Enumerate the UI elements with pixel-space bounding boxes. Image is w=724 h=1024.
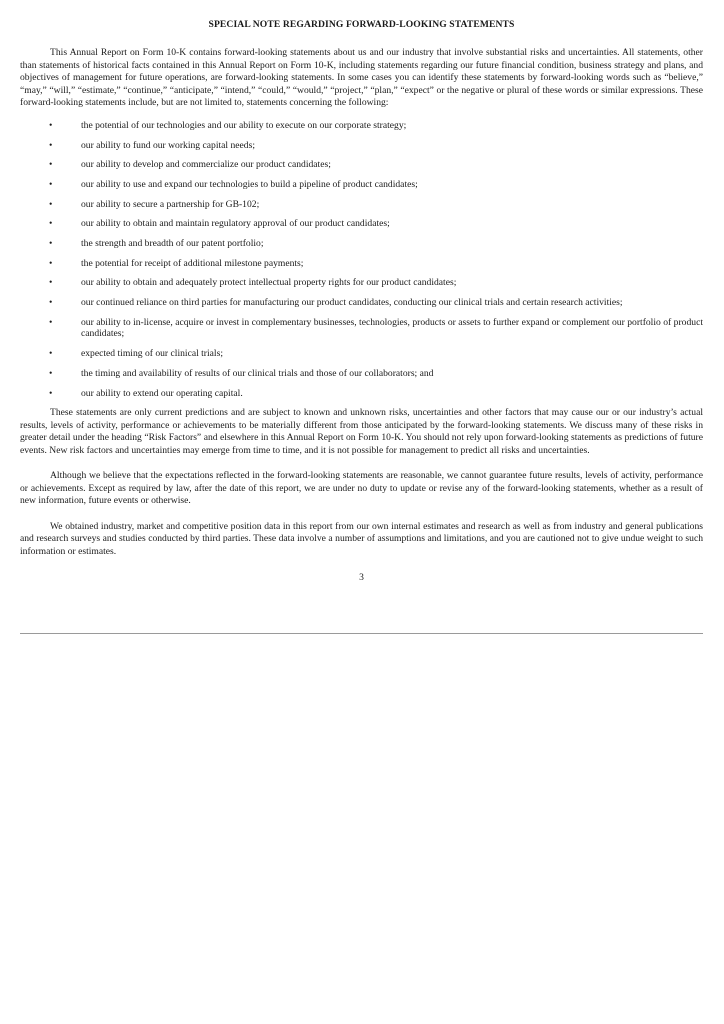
list-item-text: the potential of our technologies and our ability to execute on our corporate strategy; (81, 119, 407, 131)
list-item-text: our ability to secure a partnership for GB-102; (81, 198, 260, 210)
list-item (20, 159, 703, 171)
page-number: 3 (359, 572, 364, 584)
list-item (20, 258, 703, 270)
bullet-icon: • (49, 139, 53, 151)
page-divider (20, 633, 703, 634)
bullet-icon: • (49, 119, 53, 131)
list-item-text: our continued reliance on third parties for manufacturing our product candidates, conducting our clinical trials and certain research activities; (81, 297, 623, 309)
bullet-icon: • (49, 316, 53, 328)
bullet-icon: • (49, 348, 53, 360)
list-item (20, 297, 703, 309)
page-title: SPECIAL NOTE REGARDING FORWARD-LOOKING STATEMENTS (208, 19, 515, 30)
industry-data-paragraph: We obtained industry, market and competitive position data in this report from our own internal estimates and research as well as from industry and general publications and research surveys and studies conducted by third parties. These data involve a number of assumptions and limitations, and you are cautioned not to give undue weight to such information or estimates. (20, 520, 703, 557)
list-item (20, 218, 703, 230)
list-item-text: our ability to fund our working capital needs; (81, 139, 255, 151)
list-item-text: our ability to obtain and maintain regulatory approval of our product candidates; (81, 218, 390, 230)
list-item-text: our ability to use and expand our technologies to build a pipeline of product candidates; (81, 179, 418, 191)
list-item (20, 388, 703, 400)
list-item (20, 179, 703, 191)
list-item-text: the strength and breadth of our patent portfolio; (81, 238, 264, 250)
list-item (20, 348, 703, 360)
bullet-icon: • (49, 179, 53, 191)
risk-paragraph: These statements are only current predictions and are subject to known and unknown risks, uncertainties and other factors that may cause our or our industry’s actual results, levels of activity, performance or achievements to be materially different from those anticipated by the forward-looking statements. We discuss many of these risks in greater detail under the heading “Risk Factors” and elsewhere in this Annual Report on Form 10-K. You should not rely upon forward-looking statements as predictions of future events. New risk factors and uncertainties may emerge from time to time, and it is not possible for management to predict all risks and uncertainties. (20, 407, 703, 456)
list-item-text: our ability to extend our operating capital. (81, 387, 243, 399)
list-item-text: the timing and availability of results of our clinical trials and those of our collaborators; and (81, 367, 434, 379)
list-item-text: our ability to obtain and adequately protect intellectual property rights for our product candidates; (81, 277, 457, 289)
forward-looking-list (20, 120, 703, 399)
bullet-icon: • (49, 218, 53, 230)
bullet-icon: • (49, 159, 53, 171)
list-item (20, 199, 703, 211)
bullet-icon: • (49, 257, 53, 269)
list-item-text: our ability to in-license, acquire or invest in complementary businesses, technologies, products or assets to further expand or complement our portfolio of product candidates; (81, 316, 703, 340)
bullet-icon: • (49, 277, 53, 289)
bullet-icon: • (49, 238, 53, 250)
list-item (20, 368, 703, 380)
list-item-text: expected timing of our clinical trials; (81, 348, 223, 360)
list-item-text: the potential for receipt of additional milestone payments; (81, 257, 304, 269)
bullet-icon: • (49, 198, 53, 210)
bullet-icon: • (49, 297, 53, 309)
list-item (20, 317, 703, 340)
intro-paragraph: This Annual Report on Form 10-K contains forward-looking statements about us and our industry that involve substantial risks and uncertainties. All statements, other than statements of historical facts contained in this Annual Report on Form 10-K, including statements regarding our future financial condition, business strategy and plans, and objectives of management for future operations, are forward-looking statements. In some cases you can identify these statements by forward-looking words such as “believe,” “may,” “will,” “estimate,” “continue,” “anticipate,” “intend,” “could,” “would,” “project,” “plan,” “expect” or the negative or plural of these words or similar expressions. These forward-looking statements include, but are not limited to, statements concerning the following: (20, 47, 703, 109)
list-item (20, 277, 703, 289)
bullet-icon: • (49, 367, 53, 379)
list-item-text: our ability to develop and commercialize our product candidates; (81, 159, 331, 171)
bullet-icon: • (49, 387, 53, 399)
document-page (20, 18, 703, 584)
expectations-paragraph: Although we believe that the expectations reflected in the forward-looking statements are reasonable, we cannot guarantee future results, levels of activity, performance or achievements. Except as required by law, after the date of this report, we are under no duty to update or revise any of the forward-looking statements, whether as a result of new information, future events or otherwise. (20, 470, 703, 507)
list-item (20, 120, 703, 132)
list-item (20, 238, 703, 250)
list-item (20, 140, 703, 152)
